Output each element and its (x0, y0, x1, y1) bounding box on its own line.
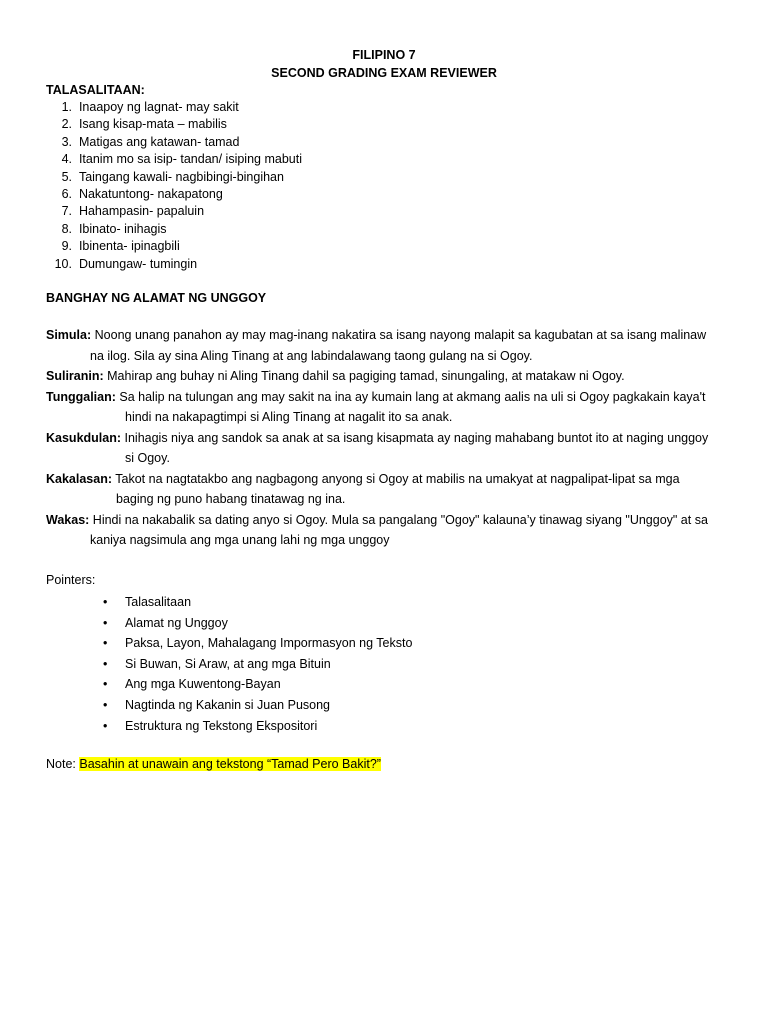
bullet-icon: • (103, 615, 108, 630)
pointer-text: Estruktura ng Tekstong Ekspositori (125, 718, 318, 733)
vocabulary-term: Dumungaw- tumingin (78, 256, 198, 271)
list-item (46, 169, 302, 186)
list-item (46, 186, 302, 203)
plot-text: Mahirap ang buhay ni Aling Tinang dahil sa pagiging tamad, sinungaling, at matakaw ni Ogoy. (107, 369, 625, 383)
list-item (103, 716, 412, 737)
plot-text: Sa halip na tulungan ang may sakit na ina ay kumain lang at akmang aalis na uli si Ogoy pagkakain kaya't (119, 389, 706, 404)
plot-part-wakas (46, 510, 736, 551)
vocabulary-term: Nakatuntong- nakapatong (78, 186, 223, 201)
vocabulary-term: Inaapoy ng lagnat- may sakit (78, 100, 239, 114)
plot-label: Simula: (46, 328, 92, 342)
bullet-icon: • (103, 636, 108, 651)
list-item (46, 134, 302, 151)
list-number: 3. (61, 134, 72, 149)
plot-text-continued: hindi na nakapagtimpi si Aling Tinang at nagalit ito sa anak. (125, 410, 453, 424)
list-item (46, 238, 302, 255)
list-item (46, 256, 302, 273)
document-subtitle: SECOND GRADING EXAM REVIEWER (271, 66, 497, 80)
plot-part-suliranin (46, 366, 736, 387)
plot-text-continued: kaniya nagsimula ang mga unang lahi ng mga unggoy (90, 533, 390, 547)
list-number: 7. (61, 204, 72, 219)
list-item (103, 592, 412, 613)
list-item (46, 151, 302, 168)
bullet-icon: • (103, 595, 108, 609)
plot-label: Kakalasan: (46, 471, 113, 486)
plot-text-continued: baging ng puno habang tinatawag ng ina. (116, 492, 346, 506)
list-item (103, 613, 412, 634)
plot-text: Takot na nagtatakbo ang nagbagong anyong si Ogoy at mabilis na umakyat at nagpalipat-lipat sa mga (115, 471, 680, 486)
list-item (46, 99, 302, 116)
plot-text: Hindi na nakabalik sa dating anyo si Ogoy. Mula sa pangalang "Ogoy" kalauna’y tinawag siyang "Unggoy" at sa (92, 512, 708, 527)
pointers-heading: Pointers: (46, 573, 96, 587)
bullet-icon: • (103, 718, 108, 733)
plot-part-tunggalian (46, 387, 736, 428)
bullet-icon: • (103, 697, 108, 712)
pointer-text: Alamat ng Unggoy (125, 615, 228, 630)
vocabulary-list (46, 99, 302, 273)
list-number: 5. (61, 169, 72, 184)
list-number: 1. (61, 100, 72, 114)
plot-text: Inihagis niya ang sandok sa anak at sa isang kisapmata ay naging mahabang buntot ito at naging unggoy (124, 430, 709, 445)
vocabulary-term: Matigas ang katawan- tamad (78, 134, 240, 149)
list-number: 10. (54, 256, 72, 271)
plot-text: Noong unang panahon ay may mag-inang nakatira sa isang nayong malapit sa kagubatan at sa isang malinaw (94, 328, 707, 342)
plot-text-continued: na ilog. Sila ay sina Aling Tinang at ang labindalawang taong gulang na si Ogoy. (90, 348, 533, 363)
list-number: 4. (61, 152, 72, 167)
vocabulary-term: Taingang kawali- nagbibingi-bingihan (78, 169, 284, 184)
vocabulary-term: Ibinenta- ipinagbili (78, 239, 180, 254)
list-item (103, 695, 412, 716)
list-item (103, 633, 412, 654)
plot-heading: BANGHAY NG ALAMAT NG UNGGOY (46, 291, 267, 305)
list-number: 9. (61, 239, 72, 254)
plot-label: Wakas: (46, 512, 90, 527)
vocabulary-term: Isang kisap-mata – mabilis (78, 117, 227, 132)
note-label: Note: (46, 757, 76, 771)
pointer-text: Talasalitaan (125, 595, 192, 609)
list-item (46, 116, 302, 133)
vocabulary-term: Itanim mo sa isip- tandan/ isiping mabuti (78, 152, 302, 167)
note-highlighted-text: Basahin at unawain ang tekstong “Tamad Pero Bakit?” (79, 757, 381, 771)
vocabulary-term: Ibinato- inihagis (78, 221, 167, 236)
list-item (103, 654, 412, 675)
plot-part-kakalasan (46, 469, 736, 510)
pointer-text: Ang mga Kuwentong-Bayan (125, 677, 281, 692)
plot-label: Tunggalian: (46, 389, 116, 404)
pointer-text: Si Buwan, Si Araw, at ang mga Bituin (125, 656, 331, 671)
plot-label: Suliranin: (46, 369, 104, 383)
list-number: 8. (61, 221, 72, 236)
pointer-text: Nagtinda ng Kakanin si Juan Pusong (125, 697, 331, 712)
list-item (46, 221, 302, 238)
list-number: 2. (61, 117, 72, 132)
bullet-icon: • (103, 656, 108, 671)
plot-part-kasukdulan (46, 428, 736, 469)
plot-label: Kasukdulan: (46, 430, 122, 445)
vocabulary-term: Hahampasin- papaluin (78, 204, 205, 219)
plot-text-continued: si Ogoy. (125, 451, 170, 465)
pointers-list (103, 592, 412, 736)
list-number: 6. (61, 186, 72, 201)
plot-section (46, 325, 736, 551)
pointer-text: Paksa, Layon, Mahalagang Impormasyon ng Teksto (125, 636, 413, 651)
document-title: FILIPINO 7 (352, 48, 416, 62)
vocabulary-heading: TALASALITAAN: (46, 83, 145, 97)
list-item (46, 203, 302, 220)
bullet-icon: • (103, 677, 108, 692)
plot-part-simula (46, 325, 736, 366)
list-item (103, 674, 412, 695)
note (46, 757, 381, 771)
